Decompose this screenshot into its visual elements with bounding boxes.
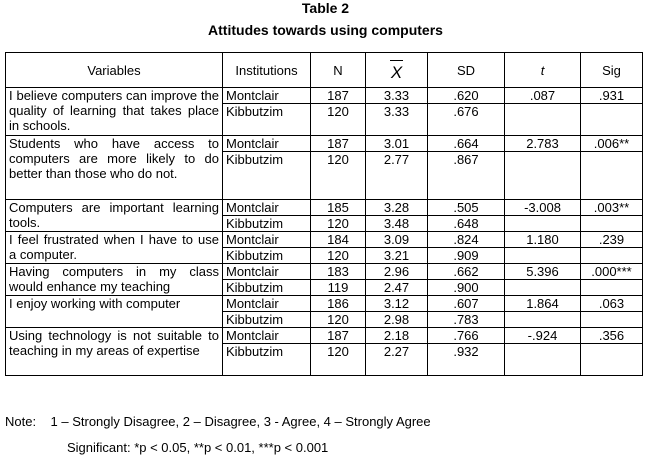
note-scale: 1 – Strongly Disagree, 2 – Disagree, 3 - Agree, 4 – Strongly Agree [50,414,431,429]
mean-cell: 2.77 [366,152,428,200]
attitudes-table [5,52,643,376]
sig-cell-empty [581,216,643,232]
sd-cell: .676 [428,104,505,136]
n-cell: 186 [311,296,366,312]
sd-cell: .932 [428,344,505,376]
n-cell: 120 [311,216,366,232]
table-row [6,296,643,312]
mean-cell: 3.28 [366,200,428,216]
variable-cell: I believe computers can improve the quality of learning that takes place in schools. [6,88,223,136]
n-cell: 120 [311,152,366,200]
mean-cell: 3.48 [366,216,428,232]
institution-cell: Kibbutzim [223,312,311,328]
sd-cell: .664 [428,136,505,152]
t-cell: 1.864 [505,296,581,312]
institution-cell: Montclair [223,232,311,248]
n-cell: 183 [311,264,366,280]
header-sig: Sig [581,53,643,88]
mean-cell: 3.33 [366,104,428,136]
sd-cell: .867 [428,152,505,200]
n-cell: 120 [311,344,366,376]
sd-cell: .607 [428,296,505,312]
header-sd: SD [428,53,505,88]
sig-cell: .000*** [581,264,643,280]
table-subtitle: Attitudes towards using computers [208,22,443,38]
n-cell: 185 [311,200,366,216]
t-cell: .087 [505,88,581,104]
sig-cell-empty [581,152,643,200]
n-cell: 120 [311,248,366,264]
n-cell: 120 [311,104,366,136]
t-cell-empty [505,280,581,296]
t-cell-empty [505,104,581,136]
table-row [6,264,643,280]
t-cell-empty [505,152,581,200]
mean-cell: 2.47 [366,280,428,296]
table-row [6,328,643,344]
header-variables: Variables [6,53,223,88]
sig-cell-empty [581,248,643,264]
sig-cell-empty [581,344,643,376]
note-significance: Significant: *p < 0.05, **p < 0.01, ***p < 0.001 [67,440,329,455]
mean-cell: 3.33 [366,88,428,104]
institution-cell: Montclair [223,328,311,344]
n-cell: 187 [311,88,366,104]
n-cell: 184 [311,232,366,248]
sd-cell: .824 [428,232,505,248]
sig-cell: .003** [581,200,643,216]
header-n: N [311,53,366,88]
sd-cell: .909 [428,248,505,264]
t-cell: -3.008 [505,200,581,216]
sd-cell: .900 [428,280,505,296]
table-title: Table 2 [301,0,350,16]
sd-cell: .662 [428,264,505,280]
note-label: Note: [5,414,37,429]
sig-cell: .239 [581,232,643,248]
header-row [6,53,643,88]
sig-cell: .063 [581,296,643,312]
table-row [6,88,643,104]
variable-cell: Having computers in my class would enhance my teaching [6,264,223,296]
sd-cell: .505 [428,200,505,216]
mean-cell: 3.12 [366,296,428,312]
n-cell: 187 [311,328,366,344]
table-row [6,200,643,216]
t-cell: 2.783 [505,136,581,152]
table-body [6,88,643,376]
variable-cell: I enjoy working with computer [6,296,223,328]
t-cell-empty [505,216,581,232]
mean-cell: 2.27 [366,344,428,376]
sig-cell-empty [581,280,643,296]
sig-cell: .006** [581,136,643,152]
institution-cell: Montclair [223,200,311,216]
institution-cell: Kibbutzim [223,152,311,200]
variable-cell: Computers are important learning tools. [6,200,223,232]
sig-cell-empty [581,312,643,328]
table-row [6,136,643,152]
mean-cell: 3.09 [366,232,428,248]
mean-cell: 3.21 [366,248,428,264]
header-institutions: Institutions [223,53,311,88]
table-row [6,232,643,248]
sig-cell: .931 [581,88,643,104]
institution-cell: Montclair [223,264,311,280]
variable-cell: I feel frustrated when I have to use a computer. [6,232,223,264]
sd-cell: .620 [428,88,505,104]
t-cell-empty [505,312,581,328]
sd-cell: .783 [428,312,505,328]
mean-cell: 2.98 [366,312,428,328]
note-scale-line [5,414,431,429]
institution-cell: Kibbutzim [223,344,311,376]
sig-cell: .356 [581,328,643,344]
header-t [505,53,581,88]
t-cell: -.924 [505,328,581,344]
institution-cell: Kibbutzim [223,216,311,232]
institution-cell: Kibbutzim [223,104,311,136]
institution-cell: Montclair [223,296,311,312]
t-cell: 5.396 [505,264,581,280]
n-cell: 187 [311,136,366,152]
header-mean [366,53,428,88]
variable-cell: Students who have access to computers are more likely to do better than those who do not. [6,136,223,200]
institution-cell: Montclair [223,88,311,104]
n-cell: 120 [311,312,366,328]
mean-cell: 2.96 [366,264,428,280]
sd-cell: .766 [428,328,505,344]
institution-cell: Montclair [223,136,311,152]
variable-cell: Using technology is not suitable to teaching in my areas of expertise [6,328,223,376]
institution-cell: Kibbutzim [223,280,311,296]
t-cell-empty [505,344,581,376]
mean-cell: 2.18 [366,328,428,344]
sig-cell-empty [581,104,643,136]
institution-cell: Kibbutzim [223,248,311,264]
mean-cell: 3.01 [366,136,428,152]
mean-symbol: X [391,59,402,80]
t-cell: 1.180 [505,232,581,248]
sd-cell: .648 [428,216,505,232]
n-cell: 119 [311,280,366,296]
header-t-label: t [540,62,545,78]
t-cell-empty [505,248,581,264]
